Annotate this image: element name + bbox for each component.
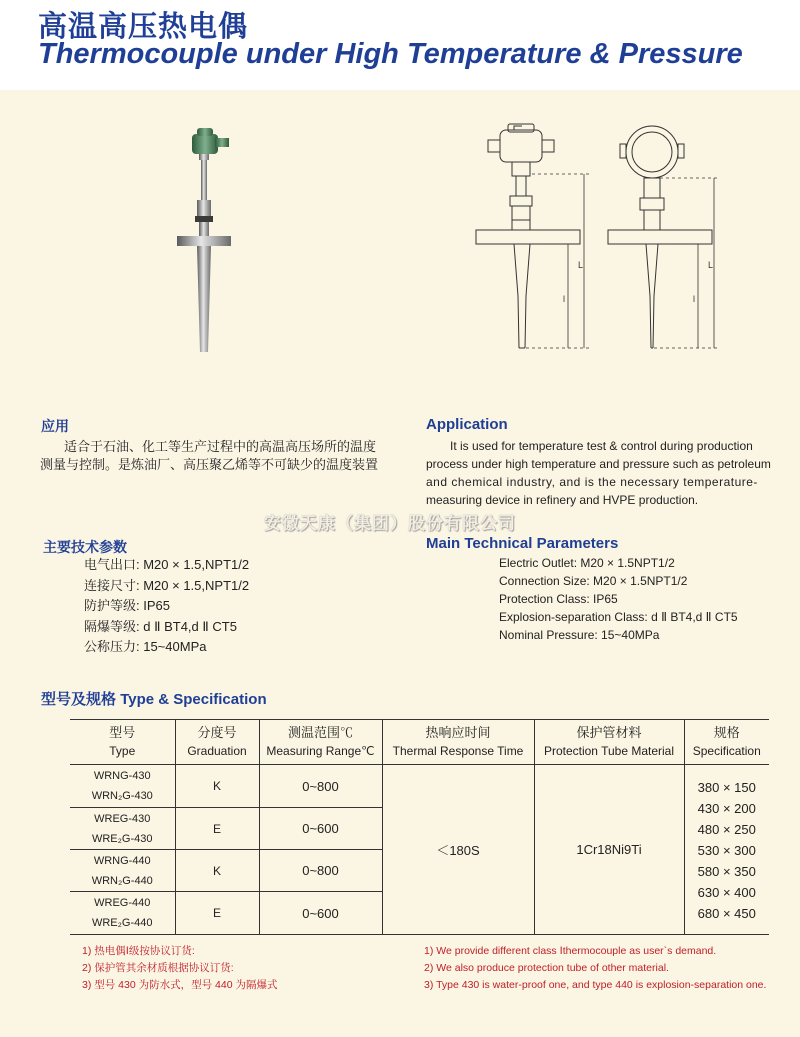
param-item-en: Explosion-separation Class: d Ⅱ BT4,d Ⅱ CT5 <box>499 610 738 624</box>
note-item: 3) 型号 430 为防水式，型号 440 为隔爆式 <box>82 979 278 991</box>
thermocouple-photo <box>175 120 245 360</box>
application-heading-cn: 应用 <box>41 418 69 434</box>
note-item-en: 2) We also produce protection tube of other material. <box>424 962 669 974</box>
graduation-cell: E <box>175 808 259 850</box>
size-item: 430 × 200 <box>697 801 756 816</box>
application-cn-line1: 适合于石油、化工等生产过程中的高温高压场所的温度 <box>64 439 377 454</box>
col-graduation: 分度号 Graduation <box>175 720 259 765</box>
col-specification: 规格 Specification <box>684 720 769 765</box>
application-heading-en: Application <box>426 416 508 433</box>
dim-l-right: l <box>693 294 695 304</box>
params-heading-en: Main Technical Parameters <box>426 535 619 552</box>
param-item-en: Protection Class: IP65 <box>499 592 618 606</box>
application-en-line2: process under high temperature and pressure such as petroleum <box>426 457 771 471</box>
company-watermark: 安徽天康（集团）股份有限公司 <box>264 514 516 533</box>
header-band <box>0 0 800 90</box>
notes-en <box>424 943 766 994</box>
application-cn-line2: 测量与控制。是炼油厂、高压聚乙烯等不可缺少的温度装置 <box>40 457 379 472</box>
sizes-cell <box>684 765 769 935</box>
range-cell: 0~800 <box>259 850 382 892</box>
param-item: 隔爆等级: d Ⅱ BT4,d Ⅱ CT5 <box>84 618 237 634</box>
dim-l-left: l <box>563 294 565 304</box>
size-item: 630 × 400 <box>697 885 756 900</box>
param-item: 电气出口: M20 × 1.5,NPT1/2 <box>84 557 250 572</box>
table-row <box>70 765 769 808</box>
col-type: 型号 Type <box>70 720 175 765</box>
type-cell: WREG-440 WRE₂G-440 <box>70 892 175 935</box>
note-item-en: 1) We provide different class Ⅰthermocouple as user`s demand. <box>424 945 717 957</box>
param-item: 公称压力: 15~40MPa <box>84 639 207 654</box>
type-cell: WRNG-440 WRN₂G-440 <box>70 850 175 892</box>
graduation-cell: E <box>175 892 259 935</box>
type-cell: WREG-430 WRE₂G-430 <box>70 808 175 850</box>
params-list-en <box>499 554 738 644</box>
application-en-line4: measuring device in refinery and HVPE production. <box>426 493 699 507</box>
dim-L-right: L <box>708 260 714 270</box>
title-chinese: 高温高压热电偶 <box>38 9 249 43</box>
param-item-en: Connection Size: M20 × 1.5NPT1/2 <box>499 574 688 588</box>
application-text-cn <box>40 438 410 474</box>
param-item-en: Electric Outlet: M20 × 1.5NPT1/2 <box>499 556 675 570</box>
table-header-row <box>70 720 769 765</box>
graduation-cell: K <box>175 850 259 892</box>
range-cell: 0~600 <box>259 892 382 935</box>
type-cell: WRNG-430 WRN₂G-430 <box>70 765 175 808</box>
params-heading-cn: 主要技术参数 <box>43 539 127 555</box>
col-range: 测温范围℃ Measuring Range℃ <box>259 720 382 765</box>
application-en-line3: and chemical industry, and is the necessary temperature- <box>426 475 758 489</box>
size-item: 530 × 300 <box>697 843 756 858</box>
range-cell: 0~800 <box>259 765 382 808</box>
note-item-en: 3) Type 430 is water-proof one, and type 440 is explosion-separation one. <box>424 979 767 991</box>
notes-cn <box>82 943 277 994</box>
title-english: Thermocouple under High Temperature & Pressure <box>38 38 743 70</box>
response-cell: ＜180S <box>382 765 534 935</box>
params-list-cn <box>84 555 249 658</box>
material-cell: 1Cr18Ni9Ti <box>534 765 684 935</box>
size-item: 380 × 150 <box>697 780 756 795</box>
col-response: 热响应时间 Thermal Response Time <box>382 720 534 765</box>
spec-heading <box>41 688 267 709</box>
spec-heading-cn: 型号及规格 <box>41 691 117 708</box>
application-en-line1: It is used for temperature test & control during production <box>450 439 753 453</box>
col-material: 保护管材料 Protection Tube Material <box>534 720 684 765</box>
param-item: 连接尺寸: M20 × 1.5,NPT1/2 <box>84 577 250 593</box>
note-item: 1) 热电偶Ⅰ级按协议订货: <box>82 945 195 957</box>
spec-table <box>70 719 769 935</box>
dim-L-left: L <box>578 260 584 270</box>
graduation-cell: K <box>175 765 259 808</box>
spec-heading-en: Type & Specification <box>120 691 267 708</box>
application-text-en <box>426 437 776 509</box>
param-item-en: Nominal Pressure: 15~40MPa <box>499 628 660 642</box>
size-item: 480 × 250 <box>697 822 756 837</box>
note-item: 2) 保护管其余材质根据协议订货: <box>82 962 234 974</box>
size-item: 580 × 350 <box>697 864 756 879</box>
size-item: 680 × 450 <box>697 906 756 921</box>
dimension-drawing <box>470 118 730 360</box>
range-cell: 0~600 <box>259 808 382 850</box>
param-item: 防护等级: IP65 <box>84 598 170 613</box>
